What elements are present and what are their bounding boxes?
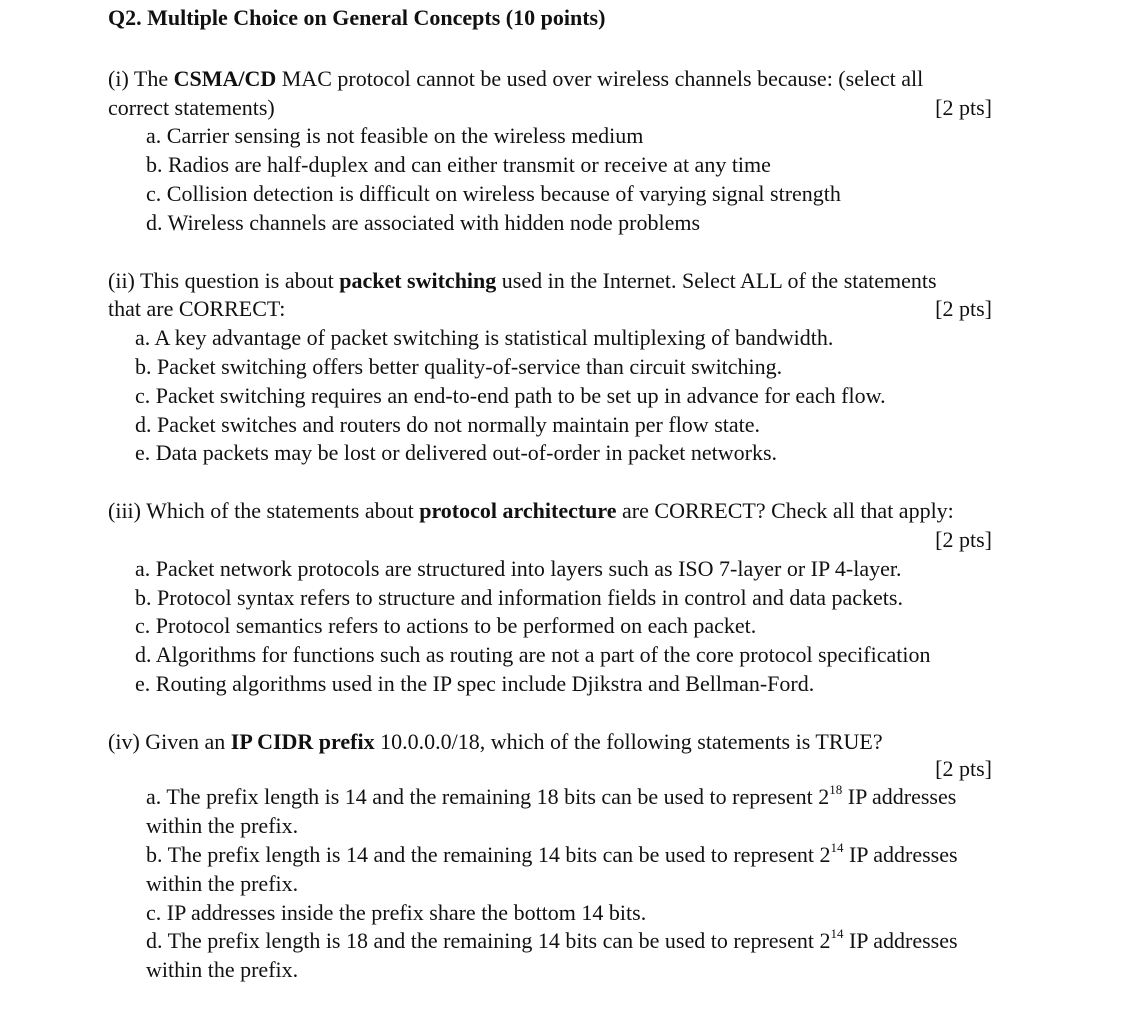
option-d[interactable]: d. Algorithms for functions such as routing are not a part of the core protocol specification bbox=[135, 642, 931, 668]
stem-keyword: packet switching bbox=[339, 267, 497, 293]
question-number: (ii) bbox=[108, 267, 135, 293]
exam-page bbox=[108, 4, 1108, 1014]
question-iv bbox=[108, 728, 1108, 985]
points-label: [2 pts] bbox=[935, 296, 992, 322]
option-d[interactable]: d. Packet switches and routers do not normally maintain per flow state. bbox=[135, 411, 761, 437]
stem-line-2 bbox=[108, 295, 992, 324]
option-a[interactable]: a. A key advantage of packet switching is statistical multiplexing of bandwidth. bbox=[135, 325, 834, 351]
option-text: within the prefix. bbox=[146, 870, 299, 896]
exponent: 14 bbox=[830, 926, 844, 942]
stem-line-2 bbox=[108, 94, 992, 123]
stem-text: The bbox=[133, 65, 174, 91]
question-i bbox=[108, 65, 1108, 238]
options-list bbox=[108, 783, 1076, 985]
option-d[interactable]: d. Wireless channels are associated with hidden node problems bbox=[146, 209, 701, 235]
option-a[interactable]: a. Carrier sensing is not feasible on the wireless medium bbox=[146, 123, 644, 149]
stem-text: correct statements) bbox=[108, 94, 275, 120]
option-c[interactable]: c. Protocol semantics refers to actions to be performed on each packet. bbox=[135, 613, 757, 639]
points-label: [2 pts] bbox=[935, 94, 992, 120]
stem-text: that are CORRECT: bbox=[108, 296, 286, 322]
option-c[interactable]: c. IP addresses inside the prefix share the bottom 14 bits. bbox=[146, 899, 647, 925]
exponent: 14 bbox=[830, 839, 844, 855]
stem-text: are CORRECT? Check all that apply: bbox=[616, 498, 954, 524]
option-text: IP addresses bbox=[843, 841, 958, 867]
question-number: (i) bbox=[108, 65, 129, 91]
exponent: 18 bbox=[829, 782, 843, 798]
question-stem bbox=[108, 65, 1068, 94]
option-text: a. The prefix length is 14 and the remaining 18 bits can be used to represent 2 bbox=[146, 784, 830, 810]
option-b[interactable] bbox=[146, 841, 1076, 899]
option-text: d. The prefix length is 18 and the remaining 14 bits can be used to represent 2 bbox=[146, 928, 831, 954]
option-a[interactable] bbox=[146, 783, 1076, 841]
stem-text: 10.0.0.0/18, which of the following statements is TRUE? bbox=[374, 728, 883, 754]
option-e[interactable]: e. Routing algorithms used in the IP spec include Djikstra and Bellman-Ford. bbox=[135, 670, 815, 696]
question-stem bbox=[108, 728, 1068, 757]
question-number: (iii) bbox=[108, 498, 141, 524]
option-text: b. The prefix length is 14 and the remaining 14 bits can be used to represent 2 bbox=[146, 841, 831, 867]
option-b[interactable]: b. Radios are half-duplex and can either transmit or receive at any time bbox=[146, 152, 771, 178]
option-d[interactable] bbox=[146, 927, 1076, 985]
option-c[interactable]: c. Packet switching requires an end-to-end path to be set up in advance for each flow. bbox=[135, 382, 886, 408]
options-list bbox=[108, 122, 1108, 237]
points-label: [2 pts] bbox=[935, 526, 992, 552]
stem-keyword: IP CIDR prefix bbox=[230, 728, 375, 754]
option-c[interactable]: c. Collision detection is difficult on wireless because of varying signal strength bbox=[146, 180, 841, 206]
question-number: (iv) bbox=[108, 728, 140, 754]
options-list bbox=[108, 324, 1108, 468]
options-list bbox=[108, 555, 1108, 699]
question-iii bbox=[108, 497, 1108, 699]
points-label: [2 pts] bbox=[935, 755, 992, 781]
question-ii bbox=[108, 267, 1108, 469]
stem-text: Which of the statements about bbox=[146, 498, 420, 524]
option-text: within the prefix. bbox=[146, 957, 299, 983]
option-text: IP addresses bbox=[842, 784, 957, 810]
question-stem bbox=[108, 267, 1068, 296]
option-e[interactable]: e. Data packets may be lost or delivered out-of-order in packet networks. bbox=[135, 440, 778, 466]
stem-text: This question is about bbox=[140, 267, 340, 293]
stem-text: Given an bbox=[145, 728, 231, 754]
stem-text: MAC protocol cannot be used over wireless channels because: (select all bbox=[276, 65, 924, 91]
option-b[interactable]: b. Protocol syntax refers to structure and information fields in control and data packets. bbox=[135, 584, 903, 610]
section-title: Q2. Multiple Choice on General Concepts (10 points) bbox=[108, 5, 606, 30]
stem-keyword: CSMA/CD bbox=[173, 65, 277, 91]
option-text: within the prefix. bbox=[146, 813, 299, 839]
stem-keyword: protocol architecture bbox=[419, 498, 617, 524]
option-text: IP addresses bbox=[843, 928, 958, 954]
question-stem bbox=[108, 497, 1068, 526]
stem-text: used in the Internet. Select ALL of the statements bbox=[496, 267, 937, 293]
option-b[interactable]: b. Packet switching offers better quality-of-service than circuit switching. bbox=[135, 353, 783, 379]
option-a[interactable]: a. Packet network protocols are structured into layers such as ISO 7-layer or IP 4-layer. bbox=[135, 555, 902, 581]
